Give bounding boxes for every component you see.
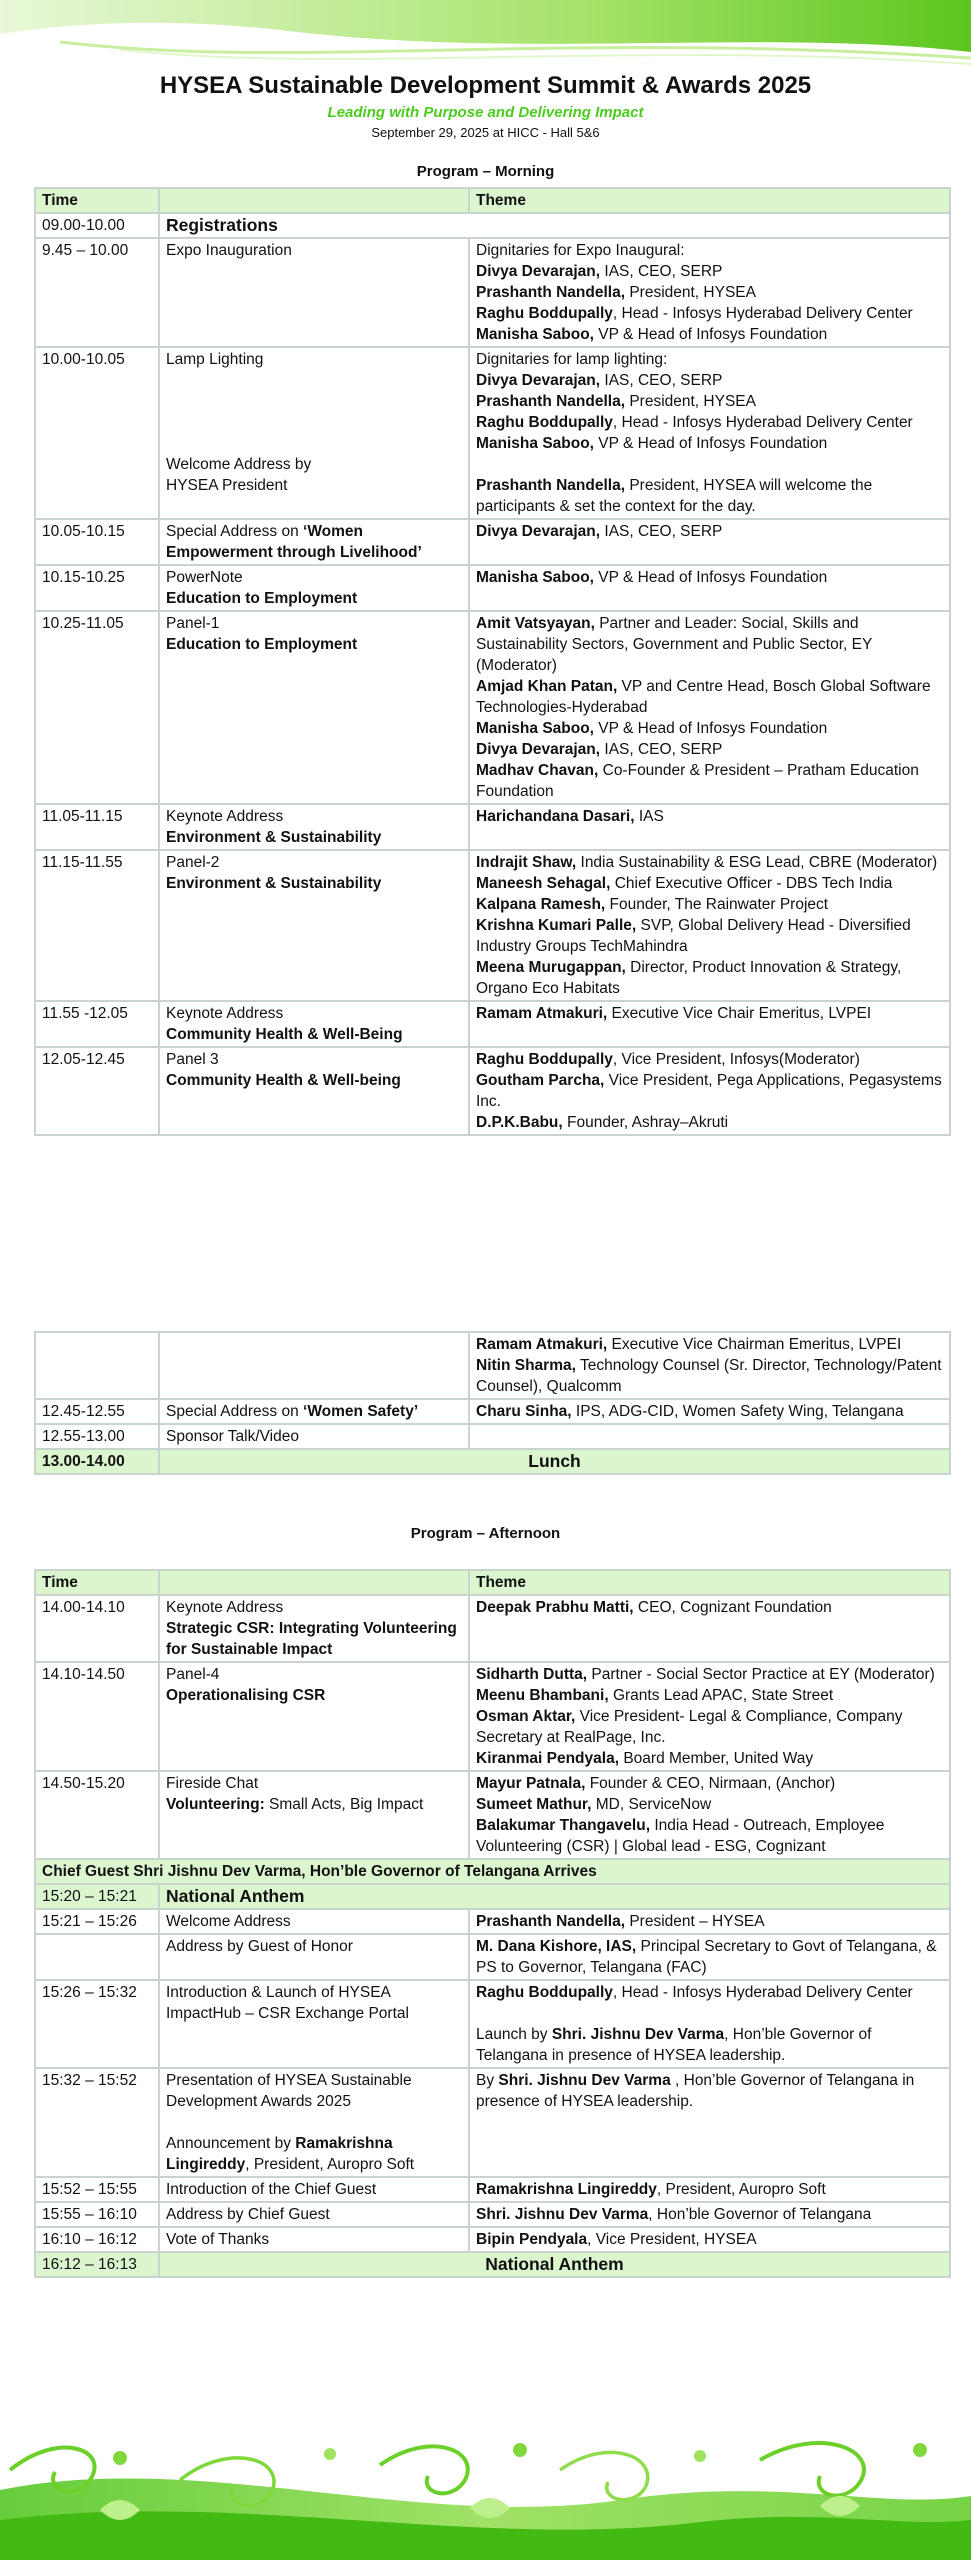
table-row: 12.05-12.45 Panel 3 Community Health & Well-being Raghu Boddupally, Vice President, Infosys(Moderator) Goutham Parcha, Vice President, Pega Applications, Pegasystems Inc. D.P.K.Babu, Founder, Ashray–Akruti — [35, 1047, 950, 1135]
afternoon-schedule-table — [34, 1569, 951, 2278]
speaker-entry: Indrajit Shaw, India Sustainability & ESG Lead, CBRE (Moderator) — [476, 854, 938, 871]
table-row: 14.00-14.10 Keynote Address Strategic CSR: Integrating Volunteering for Sustainable Impact Deepak Prabhu Matti, CEO, Cognizant Foundation — [35, 1595, 950, 1662]
tagline: Leading with Purpose and Delivering Impact — [327, 104, 644, 121]
national-anthem-label: National Anthem — [159, 1884, 950, 1909]
table-row: 14.10-14.50 Panel-4 Operationalising CSR Sidharth Dutta, Partner - Social Sector Practice at EY (Moderator) Meenu Bhambani, Grants Lead APAC, State Street Osman Aktar, Vice President- Legal & Compliance, Company Secretary at RealPage, Inc. Kiranmai Pendyala, Board Member, United Way — [35, 1662, 950, 1771]
speaker-entry: Raghu Boddupally, Head - Infosys Hyderabad Delivery Center — [476, 1984, 913, 2001]
speaker-entry: Balakumar Thangavelu, India Head - Outreach, Employee Volunteering (CSR) | Global lead - ESG, Cognizant — [476, 1817, 885, 1855]
speaker-entry: Kiranmai Pendyala, Board Member, United Way — [476, 1750, 814, 1767]
table-row: 13.00-14.00 Lunch — [35, 1449, 950, 1474]
speaker-entry: Amit Vatsyayan, Partner and Leader: Social, Skills and Sustainability Sectors, Government and Public Sector, EY (Moderator) — [476, 615, 873, 674]
speaker-entry: D.P.K.Babu, Founder, Ashray–Akruti — [476, 1114, 729, 1131]
speaker-entry: Amjad Khan Patan, VP and Centre Head, Bosch Global Software Technologies-Hyderabad — [476, 678, 931, 716]
speaker-entry: Manisha Saboo, VP & Head of Infosys Foundation — [476, 720, 828, 737]
table-row: 11.05-11.15 Keynote Address Environment & Sustainability Harichandana Dasari, IAS — [35, 804, 950, 850]
table-row: 10.25-11.05 Panel-1 Education to Employment Amit Vatsyayan, Partner and Leader: Social, Skills and Sustainability Sectors, Government and Public Sector, EY (Moderator) Amjad Khan Patan, VP and Centre Head, Bosch Global Software Technologies-Hyderabad Manisha Saboo, VP & Head of Infosys Foundation Divya Devarajan, IAS, CEO, SERP Madhav Chavan, Co-Founder & President – Pratham Education Foundation — [35, 611, 950, 804]
speaker-entry: Launch by Shri. Jishnu Dev Varma, Hon’ble Governor of Telangana in presence of HYSEA leadership. — [476, 2026, 872, 2064]
speaker-entry: Prashanth Nandella, President – HYSEA — [469, 1909, 950, 1934]
speaker-entry: Harichandana Dasari, IAS — [469, 804, 950, 850]
time-column-header: Time — [35, 1570, 159, 1595]
speaker-entry: Krishna Kumari Palle, SVP, Global Delivery Head - Diversified Industry Groups TechMahindra — [476, 917, 911, 955]
table-row: 10.15-10.25 PowerNote Education to Employment Manisha Saboo, VP & Head of Infosys Foundation — [35, 565, 950, 611]
time-column-header: Time — [35, 188, 159, 213]
speaker-entry: M. Dana Kishore, IAS, Principal Secretary to Govt of Telangana, & PS to Governor, Telangana (FAC) — [469, 1934, 950, 1980]
event-date-venue: September 29, 2025 at HICC - Hall 5&6 — [371, 125, 600, 140]
theme-column-header: Theme — [469, 188, 950, 213]
speaker-entry: Prashanth Nandella, President, HYSEA — [476, 393, 756, 410]
registrations-label: Registrations — [159, 213, 950, 238]
speaker-entry: Meenu Bhambani, Grants Lead APAC, State Street — [476, 1687, 834, 1704]
theme-column-header: Theme — [469, 1570, 950, 1595]
speaker-entry: Nitin Sharma, Technology Counsel (Sr. Director, Technology/Patent Counsel), Qualcomm — [476, 1357, 942, 1395]
page-title: HYSEA Sustainable Development Summit & Awards 2025 — [159, 72, 812, 99]
speaker-entry: Madhav Chavan, Co-Founder & President – Pratham Education Foundation — [476, 762, 919, 800]
speaker-entry: Ramam Atmakuri, Executive Vice Chairman Emeritus, LVPEI — [476, 1336, 902, 1353]
table-row: Address by Guest of Honor M. Dana Kishore, IAS, Principal Secretary to Govt of Telangana, & PS to Governor, Telangana (FAC) — [35, 1934, 950, 1980]
morning-program-label: Program – Morning — [416, 163, 555, 180]
speaker-entry: By Shri. Jishnu Dev Varma , Hon’ble Governor of Telangana in presence of HYSEA leadership. — [469, 2068, 950, 2177]
midday-schedule-table — [34, 1331, 951, 1475]
table-header-row — [35, 1570, 950, 1595]
table-row: 15:55 – 16:10 Address by Chief Guest Shri. Jishnu Dev Varma, Hon’ble Governor of Telangana — [35, 2202, 950, 2227]
table-row: 10.05-10.15 Special Address on ‘Women Empowerment through Livelihood’ Divya Devarajan, IAS, CEO, SERP — [35, 519, 950, 565]
speaker-entry: Goutham Parcha, Vice President, Pega Applications, Pegasystems Inc. — [476, 1072, 942, 1110]
table-row: 15:21 – 15:26 Welcome Address Prashanth Nandella, President – HYSEA — [35, 1909, 950, 1934]
speaker-entry: Deepak Prabhu Matti, CEO, Cognizant Foundation — [469, 1595, 950, 1662]
speaker-entry: Sumeet Mathur, MD, ServiceNow — [476, 1796, 712, 1813]
table-row: 15:26 – 15:32 Introduction & Launch of HYSEA ImpactHub – CSR Exchange Portal Raghu Boddupally, Head - Infosys Hyderabad Delivery Center Launch by Shri. Jishnu Dev Varma, Hon’ble Governor of Telangana in presence of HYSEA leadership. — [35, 1980, 950, 2068]
speaker-entry: Divya Devarajan, IAS, CEO, SERP — [469, 519, 950, 565]
speaker-entry: Manisha Saboo, VP & Head of Infosys Foundation — [476, 435, 828, 452]
speaker-entry: Meena Murugappan, Director, Product Innovation & Strategy, Organo Eco Habitats — [476, 959, 902, 997]
speaker-entry: Divya Devarajan, IAS, CEO, SERP — [476, 263, 723, 280]
table-row: 9.45 – 10.00 Expo Inauguration Dignitaries for Expo Inaugural: Divya Devarajan, IAS, CEO, SERP Prashanth Nandella, President, HYSEA Raghu Boddupally, Head - Infosys Hyderabad Delivery Center Manisha Saboo, VP & Head of Infosys Foundation — [35, 238, 950, 347]
speaker-entry: Sidharth Dutta, Partner - Social Sector Practice at EY (Moderator) — [476, 1666, 935, 1683]
speaker-entry: Maneesh Sehagal, Chief Executive Officer - DBS Tech India — [476, 875, 893, 892]
speaker-entry: Osman Aktar, Vice President- Legal & Compliance, Company Secretary at RealPage, Inc. — [476, 1708, 903, 1746]
table-row: 16:12 – 16:13 National Anthem — [35, 2252, 950, 2277]
table-row: 15:32 – 15:52 Presentation of HYSEA Sustainable Development Awards 2025 Announcement by Ramakrishna Lingireddy, President, Auropro Soft By Shri. Jishnu Dev Varma , Hon’ble Governor of Telangana in presence of HYSEA leadership. — [35, 2068, 950, 2177]
speaker-entry: Manisha Saboo, VP & Head of Infosys Foundation — [476, 326, 828, 343]
chief-guest-arrival: Chief Guest Shri Jishnu Dev Varma, Hon’ble Governor of Telangana Arrives — [35, 1859, 950, 1884]
table-row: 12.45-12.55 Special Address on ‘Women Safety’ Charu Sinha, IPS, ADG-CID, Women Safety Wing, Telangana — [35, 1399, 950, 1424]
speaker-entry: Raghu Boddupally, Vice President, Infosys(Moderator) — [476, 1051, 860, 1068]
morning-schedule-table — [34, 187, 951, 1136]
speaker-entry: Divya Devarajan, IAS, CEO, SERP — [476, 741, 723, 758]
afternoon-program-label: Program – Afternoon — [410, 1525, 561, 1542]
table-header-row — [35, 188, 950, 213]
table-row: 12.55-13.00 Sponsor Talk/Video — [35, 1424, 950, 1449]
national-anthem-label: National Anthem — [159, 2252, 950, 2277]
speaker-entry: Prashanth Nandella, President, HYSEA — [476, 284, 756, 301]
speaker-entry: Bipin Pendyala, Vice President, HYSEA — [469, 2227, 950, 2252]
table-row: 11.55 -12.05 Keynote Address Community Health & Well-Being Ramam Atmakuri, Executive Vice Chair Emeritus, LVPEI — [35, 1001, 950, 1047]
table-row: 14.50-15.20 Fireside Chat Volunteering: Small Acts, Big Impact Mayur Patnala, Founder & CEO, Nirmaan, (Anchor) Sumeet Mathur, MD, ServiceNow Balakumar Thangavelu, India Head - Outreach, Employee Volunteering (CSR) | Global lead - ESG, Cognizant — [35, 1771, 950, 1859]
table-row: 15:52 – 15:55 Introduction of the Chief Guest Ramakrishna Lingireddy, President, Auropro Soft — [35, 2177, 950, 2202]
speaker-entry: Ramakrishna Lingireddy, President, Auropro Soft — [469, 2177, 950, 2202]
speaker-entry: Kalpana Ramesh, Founder, The Rainwater Project — [476, 896, 829, 913]
speaker-entry: Raghu Boddupally, Head - Infosys Hyderabad Delivery Center — [476, 305, 913, 322]
speaker-entry: Divya Devarajan, IAS, CEO, SERP — [476, 372, 723, 389]
table-row: 09.00-10.00 Registrations — [35, 213, 950, 238]
table-row: 16:10 – 16:12 Vote of Thanks Bipin Pendyala, Vice President, HYSEA — [35, 2227, 950, 2252]
table-row: 10.00-10.05 Lamp Lighting Welcome Address by HYSEA President Dignitaries for lamp lighting: Divya Devarajan, IAS, CEO, SERP Prashanth Nandella, President, HYSEA Raghu Boddupally, Head - Infosys Hyderabad Delivery Center Manisha Saboo, VP & Head of Infosys Foundation Prashanth Nandella, President, HYSEA will welcome the participants & set the context for the day. — [35, 347, 950, 519]
speaker-entry: Shri. Jishnu Dev Varma, Hon’ble Governor of Telangana — [469, 2202, 950, 2227]
speaker-entry: Raghu Boddupally, Head - Infosys Hyderabad Delivery Center — [476, 414, 913, 431]
speaker-entry: Mayur Patnala, Founder & CEO, Nirmaan, (Anchor) — [476, 1775, 836, 1792]
speaker-entry: Manisha Saboo, VP & Head of Infosys Foundation — [469, 565, 950, 611]
speaker-entry: Charu Sinha, IPS, ADG-CID, Women Safety Wing, Telangana — [469, 1399, 950, 1424]
table-row — [35, 1859, 950, 1884]
speaker-entry: Prashanth Nandella, President, HYSEA will welcome the participants & set the context for the day. — [476, 477, 873, 515]
table-row: 11.15-11.55 Panel-2 Environment & Sustainability Indrajit Shaw, India Sustainability & ESG Lead, CBRE (Moderator) Maneesh Sehagal, Chief Executive Officer - DBS Tech India Kalpana Ramesh, Founder, The Rainwater Project Krishna Kumari Palle, SVP, Global Delivery Head - Diversified Industry Groups TechMahindra Meena Murugappan, Director, Product Innovation & Strategy, Organo Eco Habitats — [35, 850, 950, 1001]
table-row: 15:20 – 15:21 National Anthem — [35, 1884, 950, 1909]
bottom-floral-swirls — [0, 2410, 971, 2560]
speaker-entry: Ramam Atmakuri, Executive Vice Chair Emeritus, LVPEI — [469, 1001, 950, 1047]
top-green-swoosh — [0, 0, 971, 70]
table-row — [35, 1332, 950, 1399]
lunch-label: Lunch — [159, 1449, 950, 1474]
